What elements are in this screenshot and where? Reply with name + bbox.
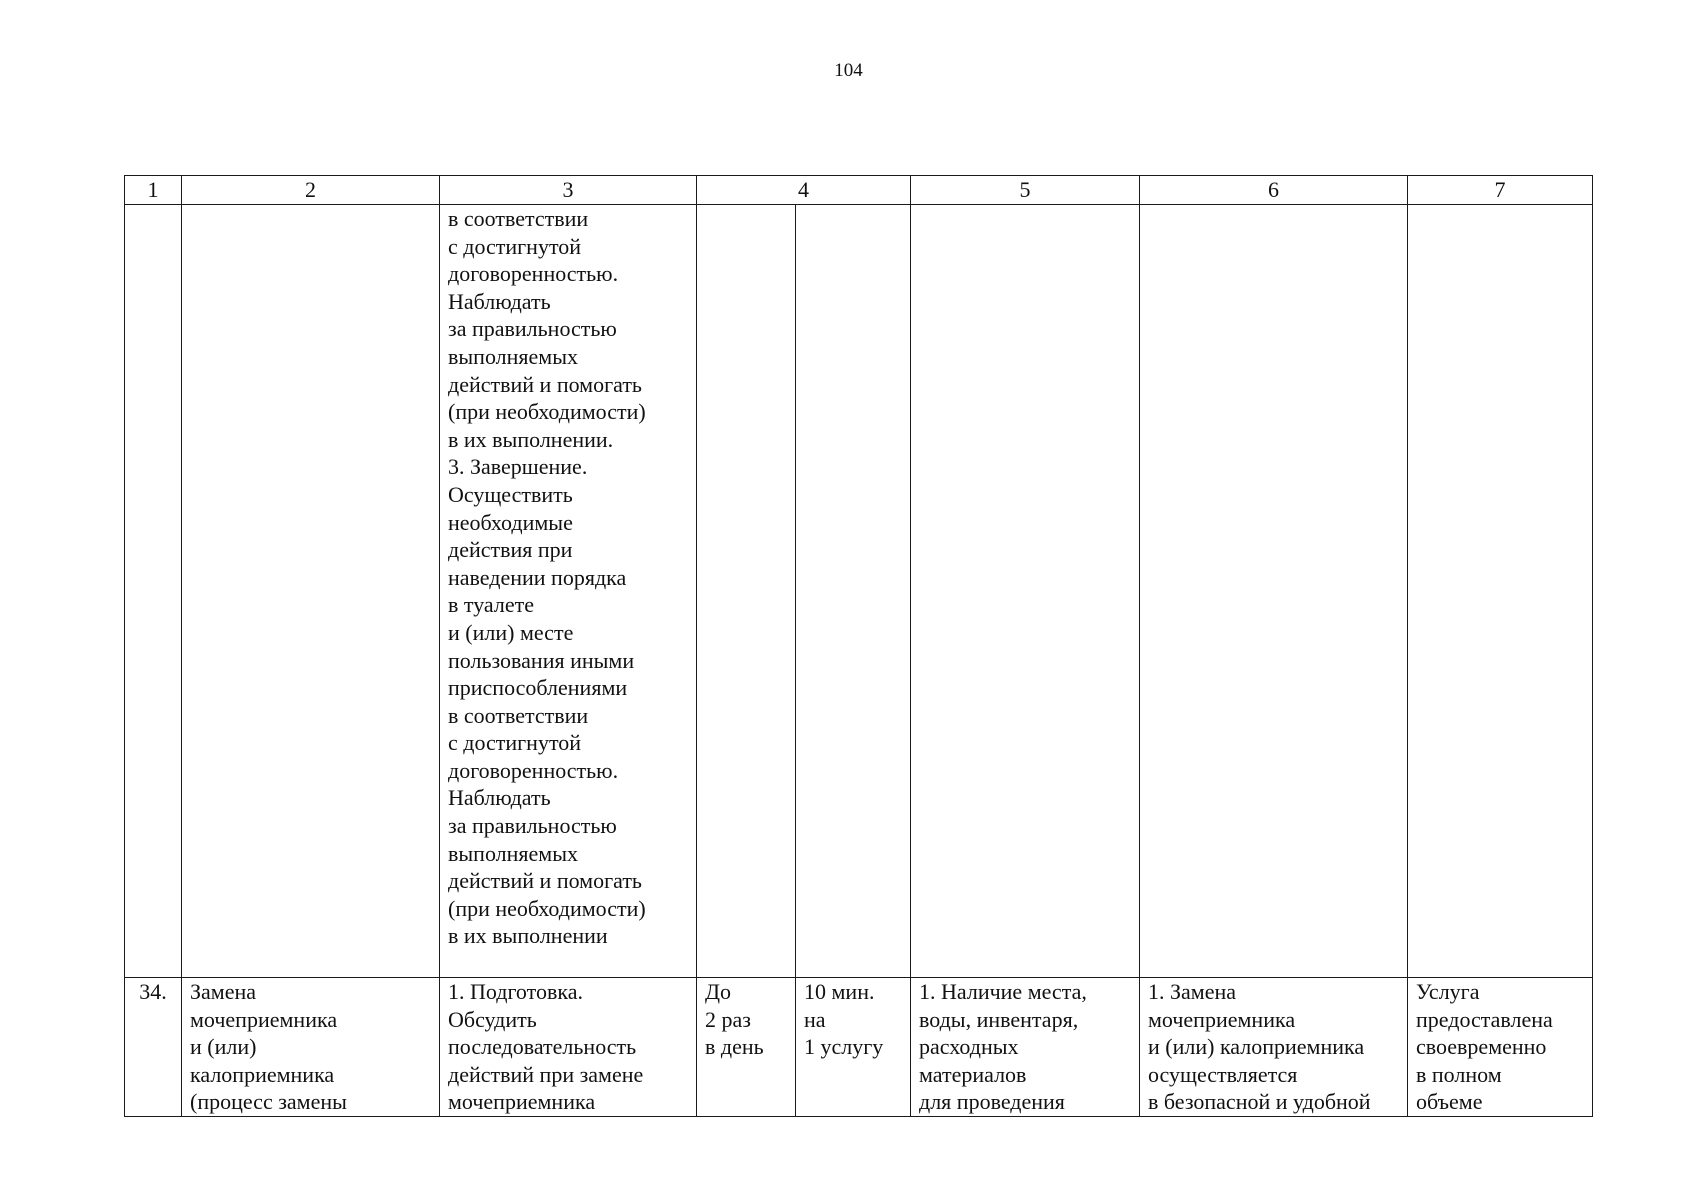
service-duration: 10 мин. на 1 услугу bbox=[796, 978, 911, 1117]
row-number: 34. bbox=[125, 978, 182, 1117]
column-header-3: 3 bbox=[440, 176, 697, 205]
service-result: Услуга предоставлена своевременно в полном объеме bbox=[1408, 978, 1593, 1117]
continued-cell-2 bbox=[182, 205, 440, 978]
continued-procedure-text: в соответствии с достигнутой договоренностью. Наблюдать за правильностью выполняемых действий и помогать (при необходимости) в их выполнении. 3. Завершение. Осуществить необходимые действия при наведении порядка в туалете и (или) месте пользования иными приспособлениями в соответствии с достигнутой договоренностью. Наблюдать за правильностью выполняемых действий и помогать (при необходимости) в их выполнении bbox=[440, 205, 697, 978]
continued-cell-4b bbox=[796, 205, 911, 978]
service-frequency: До 2 раз в день bbox=[697, 978, 796, 1117]
column-number-row bbox=[125, 176, 1593, 205]
continued-cell-7 bbox=[1408, 205, 1593, 978]
column-header-1: 1 bbox=[125, 176, 182, 205]
column-header-5: 5 bbox=[911, 176, 1140, 205]
continued-cell-1 bbox=[125, 205, 182, 978]
service-description: 1. Подготовка. Обсудить последовательность действий при замене мочеприемника bbox=[440, 978, 697, 1117]
continued-cell-6 bbox=[1140, 205, 1408, 978]
column-header-2: 2 bbox=[182, 176, 440, 205]
services-table bbox=[124, 175, 1593, 1117]
continued-row bbox=[125, 205, 1593, 978]
table-row-34 bbox=[125, 978, 1593, 1117]
column-header-4: 4 bbox=[697, 176, 911, 205]
continued-cell-4a bbox=[697, 205, 796, 978]
continued-cell-5 bbox=[911, 205, 1140, 978]
service-quality: 1. Замена мочеприемника и (или) калоприемника осуществляется в безопасной и удобной bbox=[1140, 978, 1408, 1117]
service-name: Замена мочеприемника и (или) калоприемника (процесс замены bbox=[182, 978, 440, 1117]
page-number: 104 bbox=[834, 60, 863, 81]
column-header-7: 7 bbox=[1408, 176, 1593, 205]
service-conditions: 1. Наличие места, воды, инвентаря, расходных материалов для проведения bbox=[911, 978, 1140, 1117]
column-header-6: 6 bbox=[1140, 176, 1408, 205]
